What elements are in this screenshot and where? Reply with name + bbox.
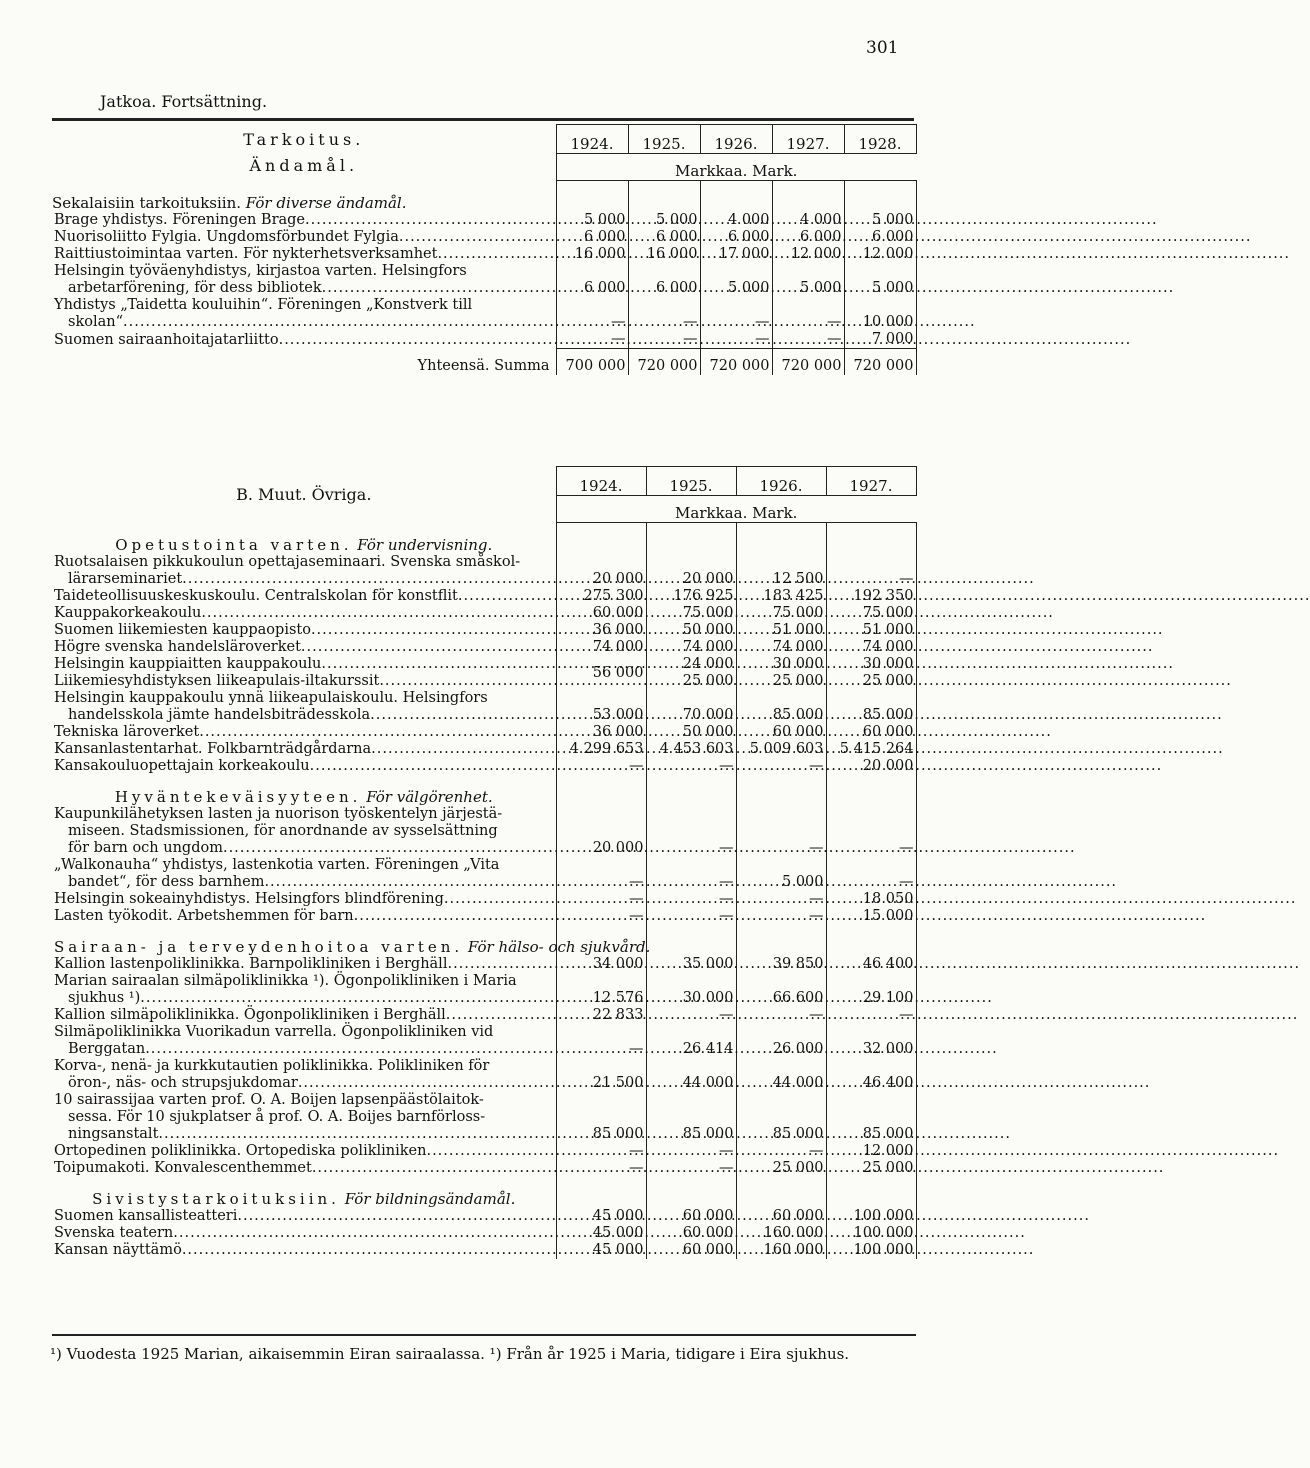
value-cell: — (556, 1024, 646, 1058)
label-line: lärarseminariet ..... (54, 571, 554, 588)
header-title-sv: Ändamål. (249, 155, 359, 175)
table-row (52, 1024, 916, 1058)
label-line: Kallion lastenpoliklinikka. Barnpolikliniken i Berghäll ..... (54, 956, 554, 973)
value-cell: 4 000 (700, 212, 772, 229)
label-line: öron-, näs- och strupsjukdomar ..... (54, 1075, 554, 1092)
table-row (52, 1242, 916, 1259)
year-header: 1925. (628, 125, 700, 154)
value-cell: 51 000 (826, 622, 916, 639)
value-cell: 74 000 (736, 639, 826, 656)
table-row (52, 639, 916, 656)
table-row (52, 741, 916, 758)
value-cell: 5 000 (556, 212, 628, 229)
value-cell: — (826, 857, 916, 891)
value-cell: — (736, 1143, 826, 1160)
table-row (52, 973, 916, 1007)
value-cell: 12 000 (826, 1143, 916, 1160)
label-line: handelsskola jämte handelsbiträdesskola ..... (54, 707, 554, 724)
label-line: Helsingin kauppiaitten kauppakoulu ..... (54, 656, 554, 673)
value-cell: 17 000 (700, 246, 772, 263)
value-cell: 51 000 (736, 622, 826, 639)
label-line: Suomen kansallisteatteri ..... (54, 1208, 554, 1225)
section-heading (52, 1186, 556, 1208)
value-cell: — (628, 331, 700, 349)
value-cell: — (646, 758, 736, 775)
value-cell: — (700, 297, 772, 331)
row-label (52, 741, 556, 758)
table-row (52, 806, 916, 857)
row-label (52, 263, 556, 297)
label-line: „Walkonauha“ yhdistys, lastenkotia varten. Föreningen „Vita (54, 857, 500, 873)
value-cell: 53 000 (556, 690, 646, 724)
value-cell: 25 000 (826, 1160, 916, 1177)
value-cell: 21 500 (556, 1058, 646, 1092)
label-line: miseen. Stadsmissionen, för anordnande av sysselsättning (68, 823, 498, 839)
unit-fi: Markkaa. (675, 162, 748, 180)
row-label (52, 806, 556, 857)
row-label (52, 724, 556, 741)
value-cell: 45 000 (556, 1208, 646, 1225)
label-line: ningsanstalt ..... (54, 1126, 554, 1143)
label-line: Lasten työkodit. Arbetshemmen för barn ..... (54, 908, 554, 925)
row-label (52, 656, 556, 673)
value-cell: 60 000 (736, 1208, 826, 1225)
value-cell: — (700, 331, 772, 349)
value-cell: — (646, 1143, 736, 1160)
row-label (52, 605, 556, 622)
value-cell: 74 000 (556, 639, 646, 656)
label-line: Marian sairaalan silmäpoliklinikka ¹). Ögonpolikliniken i Maria (54, 973, 517, 989)
year-header: 1924. (556, 125, 628, 154)
table-row (52, 1208, 916, 1225)
section-heading-sv: För hälso- och sjukvård. (463, 938, 651, 956)
value-cell: 60 000 (826, 724, 916, 741)
label-line: arbetarförening, för dess bibliotek ..... (54, 280, 554, 297)
table-row (52, 229, 916, 246)
value-cell: 20 000 (826, 758, 916, 775)
value-cell: 35 000 (646, 956, 736, 973)
value-cell: 16 000 (628, 246, 700, 263)
top-rule (52, 118, 914, 121)
table-row (52, 554, 916, 588)
label-line: Kansanlastentarhat. Folkbarnträdgårdarna ..... (54, 741, 554, 758)
value-cell: — (736, 806, 826, 857)
section-heading (52, 934, 651, 956)
value-cell: 85 000 (826, 690, 916, 724)
value-cell: 22 833 (556, 1007, 646, 1024)
unit-header (556, 154, 916, 181)
row-label (52, 639, 556, 656)
value-cell: 45 000 (556, 1225, 646, 1242)
table-row (52, 246, 916, 263)
table-row (52, 857, 916, 891)
value-cell: 15 000 (826, 908, 916, 925)
year-header: 1925. (646, 467, 736, 496)
table-row (52, 673, 916, 690)
row-label (52, 588, 556, 605)
year-header: 1926. (700, 125, 772, 154)
row-label (52, 973, 556, 1007)
value-cell: — (556, 1143, 646, 1160)
value-cell: 183 425 (736, 588, 826, 605)
value-cell: 275 300 (556, 588, 646, 605)
row-label (52, 956, 556, 973)
value-cell: — (826, 1007, 916, 1024)
part2-title: B. Muut. Övriga. (236, 485, 372, 504)
row-label (52, 1007, 556, 1024)
section-heading-fi: Sekalaisiin tarkoituksiin. (52, 194, 242, 212)
value-cell: 75 000 (826, 605, 916, 622)
year-header: 1927. (772, 125, 844, 154)
header-title-cell (52, 125, 556, 181)
value-cell: — (646, 1160, 736, 1177)
section-heading (52, 784, 556, 806)
label-line: för barn och ungdom ..... (54, 840, 554, 857)
value-cell: 74 000 (646, 639, 736, 656)
value-cell: 24 000 (646, 656, 736, 673)
table-row (52, 1143, 916, 1160)
label-line: Yhdistys „Taidetta kouluihin“. Föreningen „Konstverk till (54, 297, 473, 313)
page-number: 301 (866, 38, 899, 58)
table-row (52, 331, 916, 349)
year-header: 1926. (736, 467, 826, 496)
value-cell: 36 000 (556, 622, 646, 639)
table-row (52, 908, 916, 925)
row-label (52, 908, 556, 925)
year-header: 1927. (826, 467, 916, 496)
value-cell: 26 414 (646, 1024, 736, 1058)
table-row (52, 724, 916, 741)
label-line: Helsingin kauppakoulu ynnä liikeapulaiskoulu. Helsingfors (54, 690, 488, 706)
value-cell: 85 000 (556, 1092, 646, 1143)
value-cell: — (736, 758, 826, 775)
value-cell: 75 000 (646, 605, 736, 622)
label-line: Raittiustoimintaa varten. För nykterhetsverksamhet ..... (54, 246, 554, 263)
table-row (52, 588, 916, 605)
unit-header (556, 496, 916, 523)
value-cell: — (646, 908, 736, 925)
running-head: Jatkoa. Fortsättning. (100, 92, 268, 111)
row-label (52, 1208, 556, 1225)
value-cell: — (556, 1160, 646, 1177)
table-row (52, 690, 916, 724)
table-row (52, 956, 916, 973)
value-cell: 85 000 (736, 690, 826, 724)
value-cell: 12 576 (556, 973, 646, 1007)
value-cell: — (736, 1007, 826, 1024)
row-label (52, 622, 556, 639)
row-label (52, 1242, 556, 1259)
value-cell: 44 000 (736, 1058, 826, 1092)
value-cell: 34 000 (556, 956, 646, 973)
total-value: 720 000 (628, 349, 700, 376)
row-label (52, 857, 556, 891)
value-cell: 4 453 603 (646, 741, 736, 758)
value-cell: 5 000 (736, 857, 826, 891)
value-cell: 60 000 (646, 1208, 736, 1225)
value-cell: 20 000 (646, 554, 736, 588)
value-cell: — (826, 806, 916, 857)
total-label: Yhteensä. Summa (417, 358, 550, 374)
row-label (52, 1092, 556, 1143)
value-cell: 26 000 (736, 1024, 826, 1058)
row-label (52, 673, 556, 690)
table-row (52, 605, 916, 622)
value-cell: — (628, 297, 700, 331)
value-cell: 7 000 (844, 331, 916, 349)
value-cell: 6 000 (556, 263, 628, 297)
value-cell: 60 000 (556, 605, 646, 622)
value-cell: 29 100 (826, 973, 916, 1007)
label-line: Nuorisoliitto Fylgia. Ungdomsförbundet Fylgia ..... (54, 229, 554, 246)
section-heading-fi: Sairaan- ja terveydenhoitoa varten. (54, 938, 464, 956)
value-cell: 30 000 (826, 656, 916, 673)
label-line: Svenska teatern ..... (54, 1225, 554, 1242)
value-cell: 4 000 (772, 212, 844, 229)
value-cell: 5 415 264 (826, 741, 916, 758)
label-line: Kansakouluopettajain korkeakoulu ..... (54, 758, 554, 775)
value-cell: — (646, 857, 736, 891)
value-cell: — (772, 331, 844, 349)
value-cell: 5 000 (628, 212, 700, 229)
value-cell: 100 000 (826, 1242, 916, 1259)
label-line: sessa. För 10 sjukplatser å prof. O. A. Boijes barnförloss- (68, 1109, 486, 1125)
value-cell: 100 000 (826, 1225, 916, 1242)
value-cell: 192 350 (826, 588, 916, 605)
total-value: 700 000 (556, 349, 628, 376)
value-cell: 60 000 (646, 1242, 736, 1259)
value-cell: 56 000 (556, 656, 646, 690)
label-line: Tekniska läroverket ..... (54, 724, 554, 741)
row-label (52, 758, 556, 775)
label-line: Liikemiesyhdistyksen liikeapulais-iltakurssit ..... (54, 673, 554, 690)
value-cell: 85 000 (736, 1092, 826, 1143)
value-cell: 39 850 (736, 956, 826, 973)
section-heading-sv: För välgörenhet. (361, 788, 493, 806)
section-heading-fi: Opetustointa varten. (115, 536, 353, 554)
value-cell: 6 000 (556, 229, 628, 246)
label-line: Taideteollisuuskeskuskoulu. Centralskolan för konstflit ..... (54, 588, 554, 605)
label-line: Suomen sairaanhoitajatarliitto ..... (54, 332, 554, 349)
table-row (52, 297, 916, 331)
value-cell: 30 000 (736, 656, 826, 673)
value-cell: — (772, 297, 844, 331)
row-label (52, 331, 556, 349)
table-row (52, 1225, 916, 1242)
value-cell: 6 000 (628, 229, 700, 246)
value-cell: 5 000 (844, 212, 916, 229)
section-heading-sv: För diverse ändamål. (245, 194, 407, 212)
label-line: Helsingin työväenyhdistys, kirjastoa varten. Helsingfors (54, 263, 467, 279)
section-heading-fi: Hyväntekeväisyyteen. (114, 788, 362, 806)
table-row (52, 758, 916, 775)
label-line: Helsingin sokeainyhdistys. Helsingfors blindförening ..... (54, 891, 554, 908)
value-cell: 160 000 (736, 1225, 826, 1242)
section-heading-sv: För undervisning. (352, 536, 493, 554)
row-label (52, 690, 556, 724)
table-row (52, 1007, 916, 1024)
section-heading-sv: För bildningsändamål. (339, 1190, 516, 1208)
value-cell: 18 050 (826, 891, 916, 908)
row-label (52, 212, 556, 229)
row-label (52, 554, 556, 588)
value-cell: 44 000 (646, 1058, 736, 1092)
table-row (52, 212, 916, 229)
value-cell: 160 000 (736, 1242, 826, 1259)
value-cell: 70 000 (646, 690, 736, 724)
value-cell: 85 000 (646, 1092, 736, 1143)
label-line: skolan“ ..... (54, 314, 554, 331)
total-value: 720 000 (700, 349, 772, 376)
value-cell: 6 000 (700, 229, 772, 246)
value-cell: — (646, 1007, 736, 1024)
value-cell: 74 000 (826, 639, 916, 656)
value-cell: — (646, 806, 736, 857)
table-part1 (52, 124, 917, 375)
value-cell: 60 000 (646, 1225, 736, 1242)
value-cell: 5 000 (844, 263, 916, 297)
label-line: Toipumakoti. Konvalescenthemmet ..... (54, 1160, 554, 1177)
label-line: Ortopedinen poliklinikka. Ortopediska polikliniken ..... (54, 1143, 554, 1160)
value-cell: 5 000 (772, 263, 844, 297)
year-header: 1928. (844, 125, 916, 154)
label-line: Suomen liikemiesten kauppaopisto ..... (54, 622, 554, 639)
label-line: Berggatan ..... (54, 1041, 554, 1058)
value-cell: 46 400 (826, 956, 916, 973)
unit-fi: Markkaa. (675, 504, 748, 522)
value-cell: — (736, 908, 826, 925)
label-line: bandet“, för dess barnhem ..... (54, 874, 554, 891)
row-label (52, 246, 556, 263)
value-cell: — (736, 891, 826, 908)
total-value: 720 000 (772, 349, 844, 376)
row-label (52, 1143, 556, 1160)
label-line: Kaupunkilähetyksen lasten ja nuorison työskentelyn järjestä- (54, 806, 503, 822)
value-cell: 45 000 (556, 1242, 646, 1259)
value-cell: 20 000 (556, 554, 646, 588)
year-header: 1924. (556, 467, 646, 496)
value-cell: 60 000 (736, 724, 826, 741)
value-cell: — (556, 331, 628, 349)
value-cell: 25 000 (736, 1160, 826, 1177)
section-heading-fi: Sivistystarkoituksiin. (92, 1190, 340, 1208)
section-heading (52, 532, 556, 554)
label-line: Kansan näyttämö ..... (54, 1242, 554, 1259)
row-label (52, 229, 556, 246)
value-cell: 5 009 603 (736, 741, 826, 758)
value-cell: 25 000 (826, 673, 916, 690)
value-cell: 25 000 (646, 673, 736, 690)
value-cell: 75 000 (736, 605, 826, 622)
label-line: Ruotsalaisen pikkukoulun opettajaseminaari. Svenska småskol- (54, 554, 521, 570)
value-cell: 50 000 (646, 622, 736, 639)
label-line: 10 sairassijaa varten prof. O. A. Boijen lapsenpäästölaitok- (54, 1092, 484, 1108)
table-row (52, 1160, 916, 1177)
value-cell: 16 000 (556, 246, 628, 263)
label-line: Brage yhdistys. Föreningen Brage ..... (54, 212, 554, 229)
label-line: Kauppakorkeakoulu ..... (54, 605, 554, 622)
label-line: Högre svenska handelsläroverket ..... (54, 639, 554, 656)
value-cell: 66 600 (736, 973, 826, 1007)
value-cell: 5 000 (700, 263, 772, 297)
value-cell: 85 000 (826, 1092, 916, 1143)
row-label (52, 891, 556, 908)
value-cell: 4 299 653 (556, 741, 646, 758)
table-row (52, 1058, 916, 1092)
table-row (52, 656, 916, 673)
value-cell: 6 000 (844, 229, 916, 246)
table-row (52, 891, 916, 908)
value-cell: 46 400 (826, 1058, 916, 1092)
header-title-fi: Tarkoitus. (243, 129, 365, 149)
value-cell: 12 000 (772, 246, 844, 263)
unit-sv: Mark. (752, 162, 798, 180)
label-line: Korva-, nenä- ja kurkkutautien poliklinikka. Polikliniken för (54, 1058, 490, 1074)
value-cell: 25 000 (736, 673, 826, 690)
row-label (52, 1058, 556, 1092)
label-line: sjukhus ¹) ..... (54, 990, 554, 1007)
value-cell: 50 000 (646, 724, 736, 741)
value-cell: 6 000 (628, 263, 700, 297)
value-cell: — (556, 891, 646, 908)
table-part2 (52, 466, 917, 1259)
row-label (52, 1225, 556, 1242)
row-label (52, 1024, 556, 1058)
label-line: Silmäpoliklinikka Vuorikadun varrella. Ögonpolikliniken vid (54, 1024, 494, 1040)
footnote-rule (52, 1334, 916, 1336)
value-cell: — (556, 758, 646, 775)
value-cell: 12 000 (844, 246, 916, 263)
row-label (52, 1160, 556, 1177)
value-cell: 176 925 (646, 588, 736, 605)
table-row (52, 622, 916, 639)
value-cell: — (826, 554, 916, 588)
table-row (52, 1092, 916, 1143)
value-cell: — (556, 297, 628, 331)
value-cell: — (556, 857, 646, 891)
value-cell: 36 000 (556, 724, 646, 741)
total-value: 720 000 (844, 349, 916, 376)
value-cell: 6 000 (772, 229, 844, 246)
value-cell: 10 000 (844, 297, 916, 331)
footnote: ¹) Vuodesta 1925 Marian, aikaisemmin Eiran sairaalassa. ¹) Från år 1925 i Maria, tidigare i Eira sjukhus. (50, 1345, 850, 1363)
value-cell: 12 500 (736, 554, 826, 588)
value-cell: — (556, 908, 646, 925)
row-label (52, 297, 556, 331)
value-cell: 20 000 (556, 806, 646, 857)
label-line: Kallion silmäpoliklinikka. Ögonpolikliniken i Berghäll ..... (54, 1007, 554, 1024)
value-cell: 100 000 (826, 1208, 916, 1225)
unit-sv: Mark. (752, 504, 798, 522)
value-cell: 32 000 (826, 1024, 916, 1058)
value-cell: — (646, 891, 736, 908)
value-cell: 30 000 (646, 973, 736, 1007)
table-row (52, 263, 916, 297)
section-heading (52, 190, 556, 212)
